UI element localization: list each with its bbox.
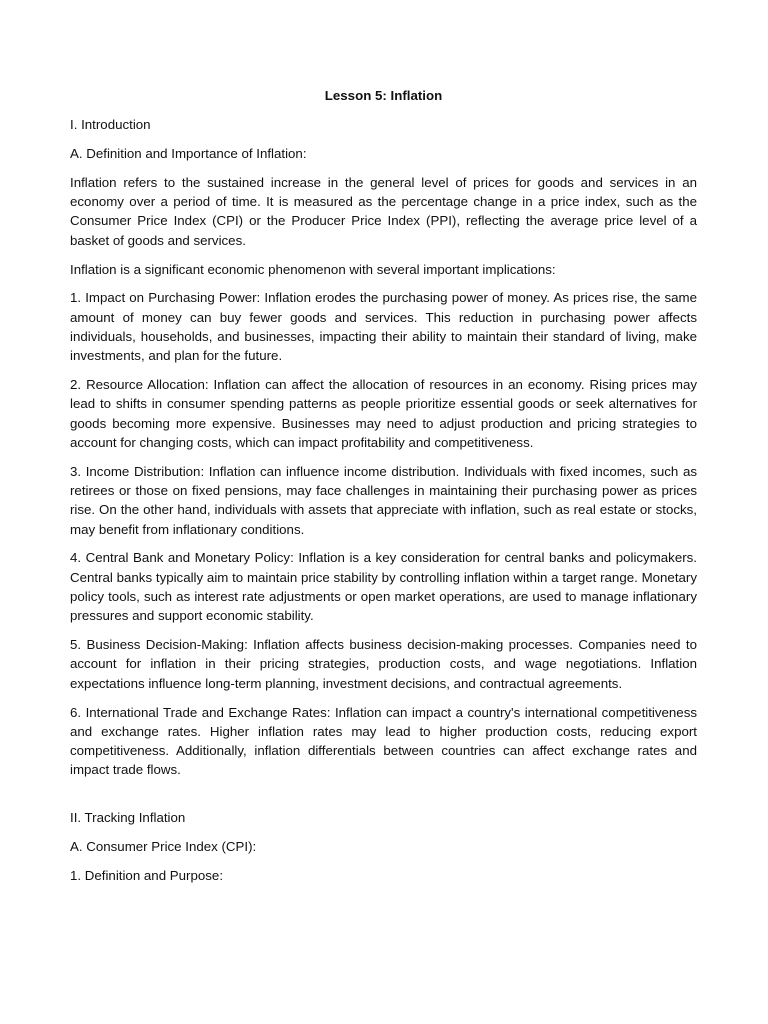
- page-title: Lesson 5: Inflation: [324, 88, 443, 103]
- list-item-business-decisions: 5. Business Decision-Making: Inflation affects business decision-making processes. Companies need to account for inflation in their pricing strategies, production costs, and wage negotiations. Inflation expectations influence long-term planning, investment decisions, and contractual agreements.: [70, 637, 697, 691]
- list-item-international-trade: 6. International Trade and Exchange Rates: Inflation can impact a country's international competitiveness and exchange rates. Higher inflation rates may lead to higher production costs, reducing export competitiveness. Additionally, inflation differentials between countries can affect exchange rates and impact trade flows.: [70, 704, 697, 778]
- paragraph-implications-intro: Inflation is a significant economic phenomenon with several important implications:: [70, 261, 556, 277]
- blank-line: [70, 789, 697, 808]
- paragraph-definition: Inflation refers to the sustained increase in the general level of prices for goods and services in an economy over a period of time. It is measured as the percentage change in a price index, such as the Consumer Price Index (CPI) or the Producer Price Index (PPI), reflecting the average price level of a basket of goods and services.: [70, 174, 697, 248]
- list-item-purchasing-power: 1. Impact on Purchasing Power: Inflation erodes the purchasing power of money. As prices rise, the same amount of money can buy fewer goods and services. This reduction in purchasing power affects individuals, households, and businesses, impacting their ability to maintain their standard of living, make investments, and plan for the future.: [70, 290, 697, 364]
- section-heading-introduction: I. Introduction: [70, 117, 151, 133]
- list-item-resource-allocation: 2. Resource Allocation: Inflation can affect the allocation of resources in an economy. Rising prices may lead to shifts in consumer spending patterns as people prioritize essential goods or seek alternatives for goods becoming more expensive. Businesses may need to adjust production and pricing strategies to account for changing costs, which can impact profitability and competitiveness.: [70, 377, 697, 450]
- document-page: [70, 86, 697, 895]
- list-item-definition-purpose: 1. Definition and Purpose:: [70, 867, 224, 883]
- subheading-cpi: A. Consumer Price Index (CPI):: [70, 839, 257, 854]
- list-item-central-bank: 4. Central Bank and Monetary Policy: Inflation is a key consideration for central banks and policymakers. Central banks typically aim to maintain price stability by controlling inflation within a target range. Monetary policy tools, such as interest rate adjustments or open market operations, are used to manage inflationary pressures and support economic stability.: [70, 550, 697, 624]
- subheading-definition-importance: A. Definition and Importance of Inflation:: [70, 146, 307, 162]
- list-item-income-distribution: 3. Income Distribution: Inflation can influence income distribution. Individuals with fixed incomes, such as retirees or those on fixed pensions, may face challenges in maintaining their purchasing power as prices rise. On the other hand, individuals with assets that appreciate with inflation, such as real estate or stocks, may benefit from inflationary conditions.: [70, 463, 697, 537]
- section-heading-tracking-inflation: II. Tracking Inflation: [70, 810, 186, 826]
